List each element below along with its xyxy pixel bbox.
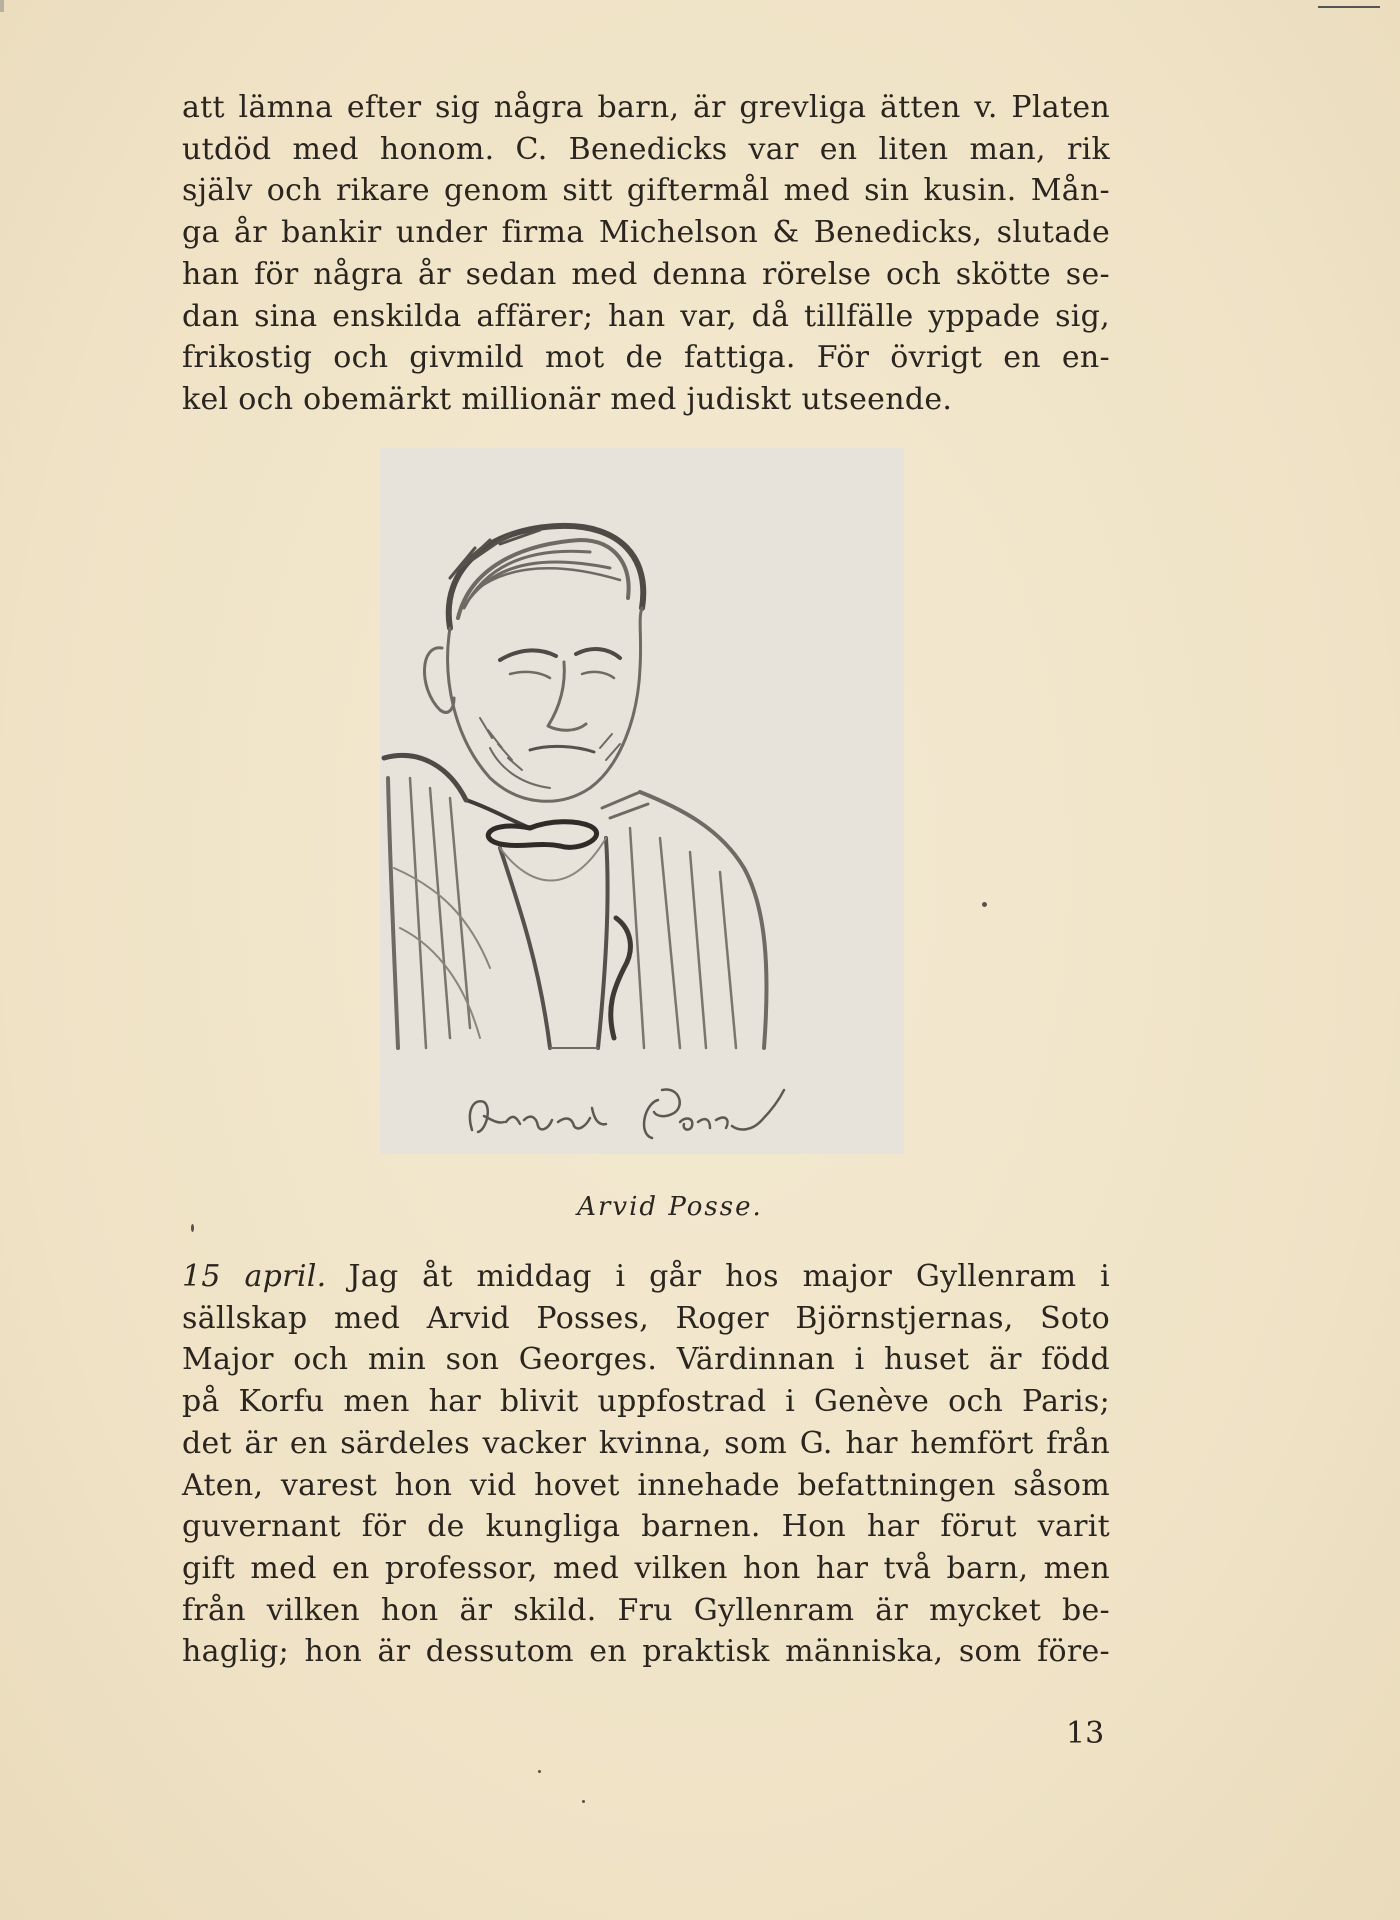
signature-arvid-posse <box>380 1060 904 1150</box>
text-line: han för några år sedan med denna rörelse och skötte se- <box>182 256 1110 292</box>
text-line-rest: Jag åt middag i går hos major Gyllenram i <box>348 1259 1110 1294</box>
paragraph-diary-entry <box>182 1256 1110 1673</box>
figure-caption: Arvid Posse. <box>577 1192 763 1222</box>
pencil-portrait-drawing <box>380 448 904 1154</box>
text-line: att lämna efter sig några barn, är grevliga ätten v. Platen <box>182 90 1110 125</box>
text-line: kel och obemärkt millionär med judiskt utseende. <box>182 381 953 417</box>
text-line: det är en särdeles vacker kvinna, som G. har hemfört från <box>182 1425 1110 1461</box>
scan-speck <box>538 1770 541 1773</box>
text-line <box>182 1256 1110 1298</box>
text-line: gift med en professor, med vilken hon har två barn, men <box>182 1550 1110 1586</box>
text-line: sällskap med Arvid Posses, Roger Björnstjernas, Soto <box>182 1300 1110 1336</box>
scan-speck <box>191 1224 194 1232</box>
text-line: från vilken hon är skild. Fru Gyllenram är mycket be- <box>182 1592 1110 1628</box>
text-line: haglig; hon är dessutom en praktisk människa, som före- <box>182 1634 1110 1670</box>
diary-date: 15 april. <box>182 1259 327 1294</box>
scan-edge-mark <box>1318 6 1380 8</box>
text-line: utdöd med honom. C. Benedicks var en liten man, rik <box>182 131 1110 167</box>
portrait-sketch <box>380 448 904 1154</box>
text-line: på Korfu men har blivit uppfostrad i Genève och Paris; <box>182 1384 1110 1420</box>
text-line: dan sina enskilda affärer; han var, då tillfälle yppade sig, <box>182 298 1110 334</box>
text-line: ga år bankir under firma Michelson & Benedicks, slutade <box>182 215 1110 251</box>
text-line: Major och min son Georges. Värdinnan i huset är född <box>182 1342 1110 1378</box>
text-line: guvernant för de kungliga barnen. Hon har förut varit <box>182 1509 1110 1545</box>
scan-corner-mark <box>0 0 4 12</box>
paragraph-top <box>182 87 1110 421</box>
text-line: själv och rikare genom sitt giftermål med sin kusin. Mån- <box>182 173 1110 209</box>
scan-speck <box>982 902 987 907</box>
page-number: 13 <box>1066 1716 1105 1751</box>
scan-speck <box>582 1800 585 1803</box>
text-line: Aten, varest hon vid hovet innehade befattningen såsom <box>182 1467 1110 1503</box>
text-line: frikostig och givmild mot de fattiga. För övrigt en en- <box>182 340 1110 376</box>
